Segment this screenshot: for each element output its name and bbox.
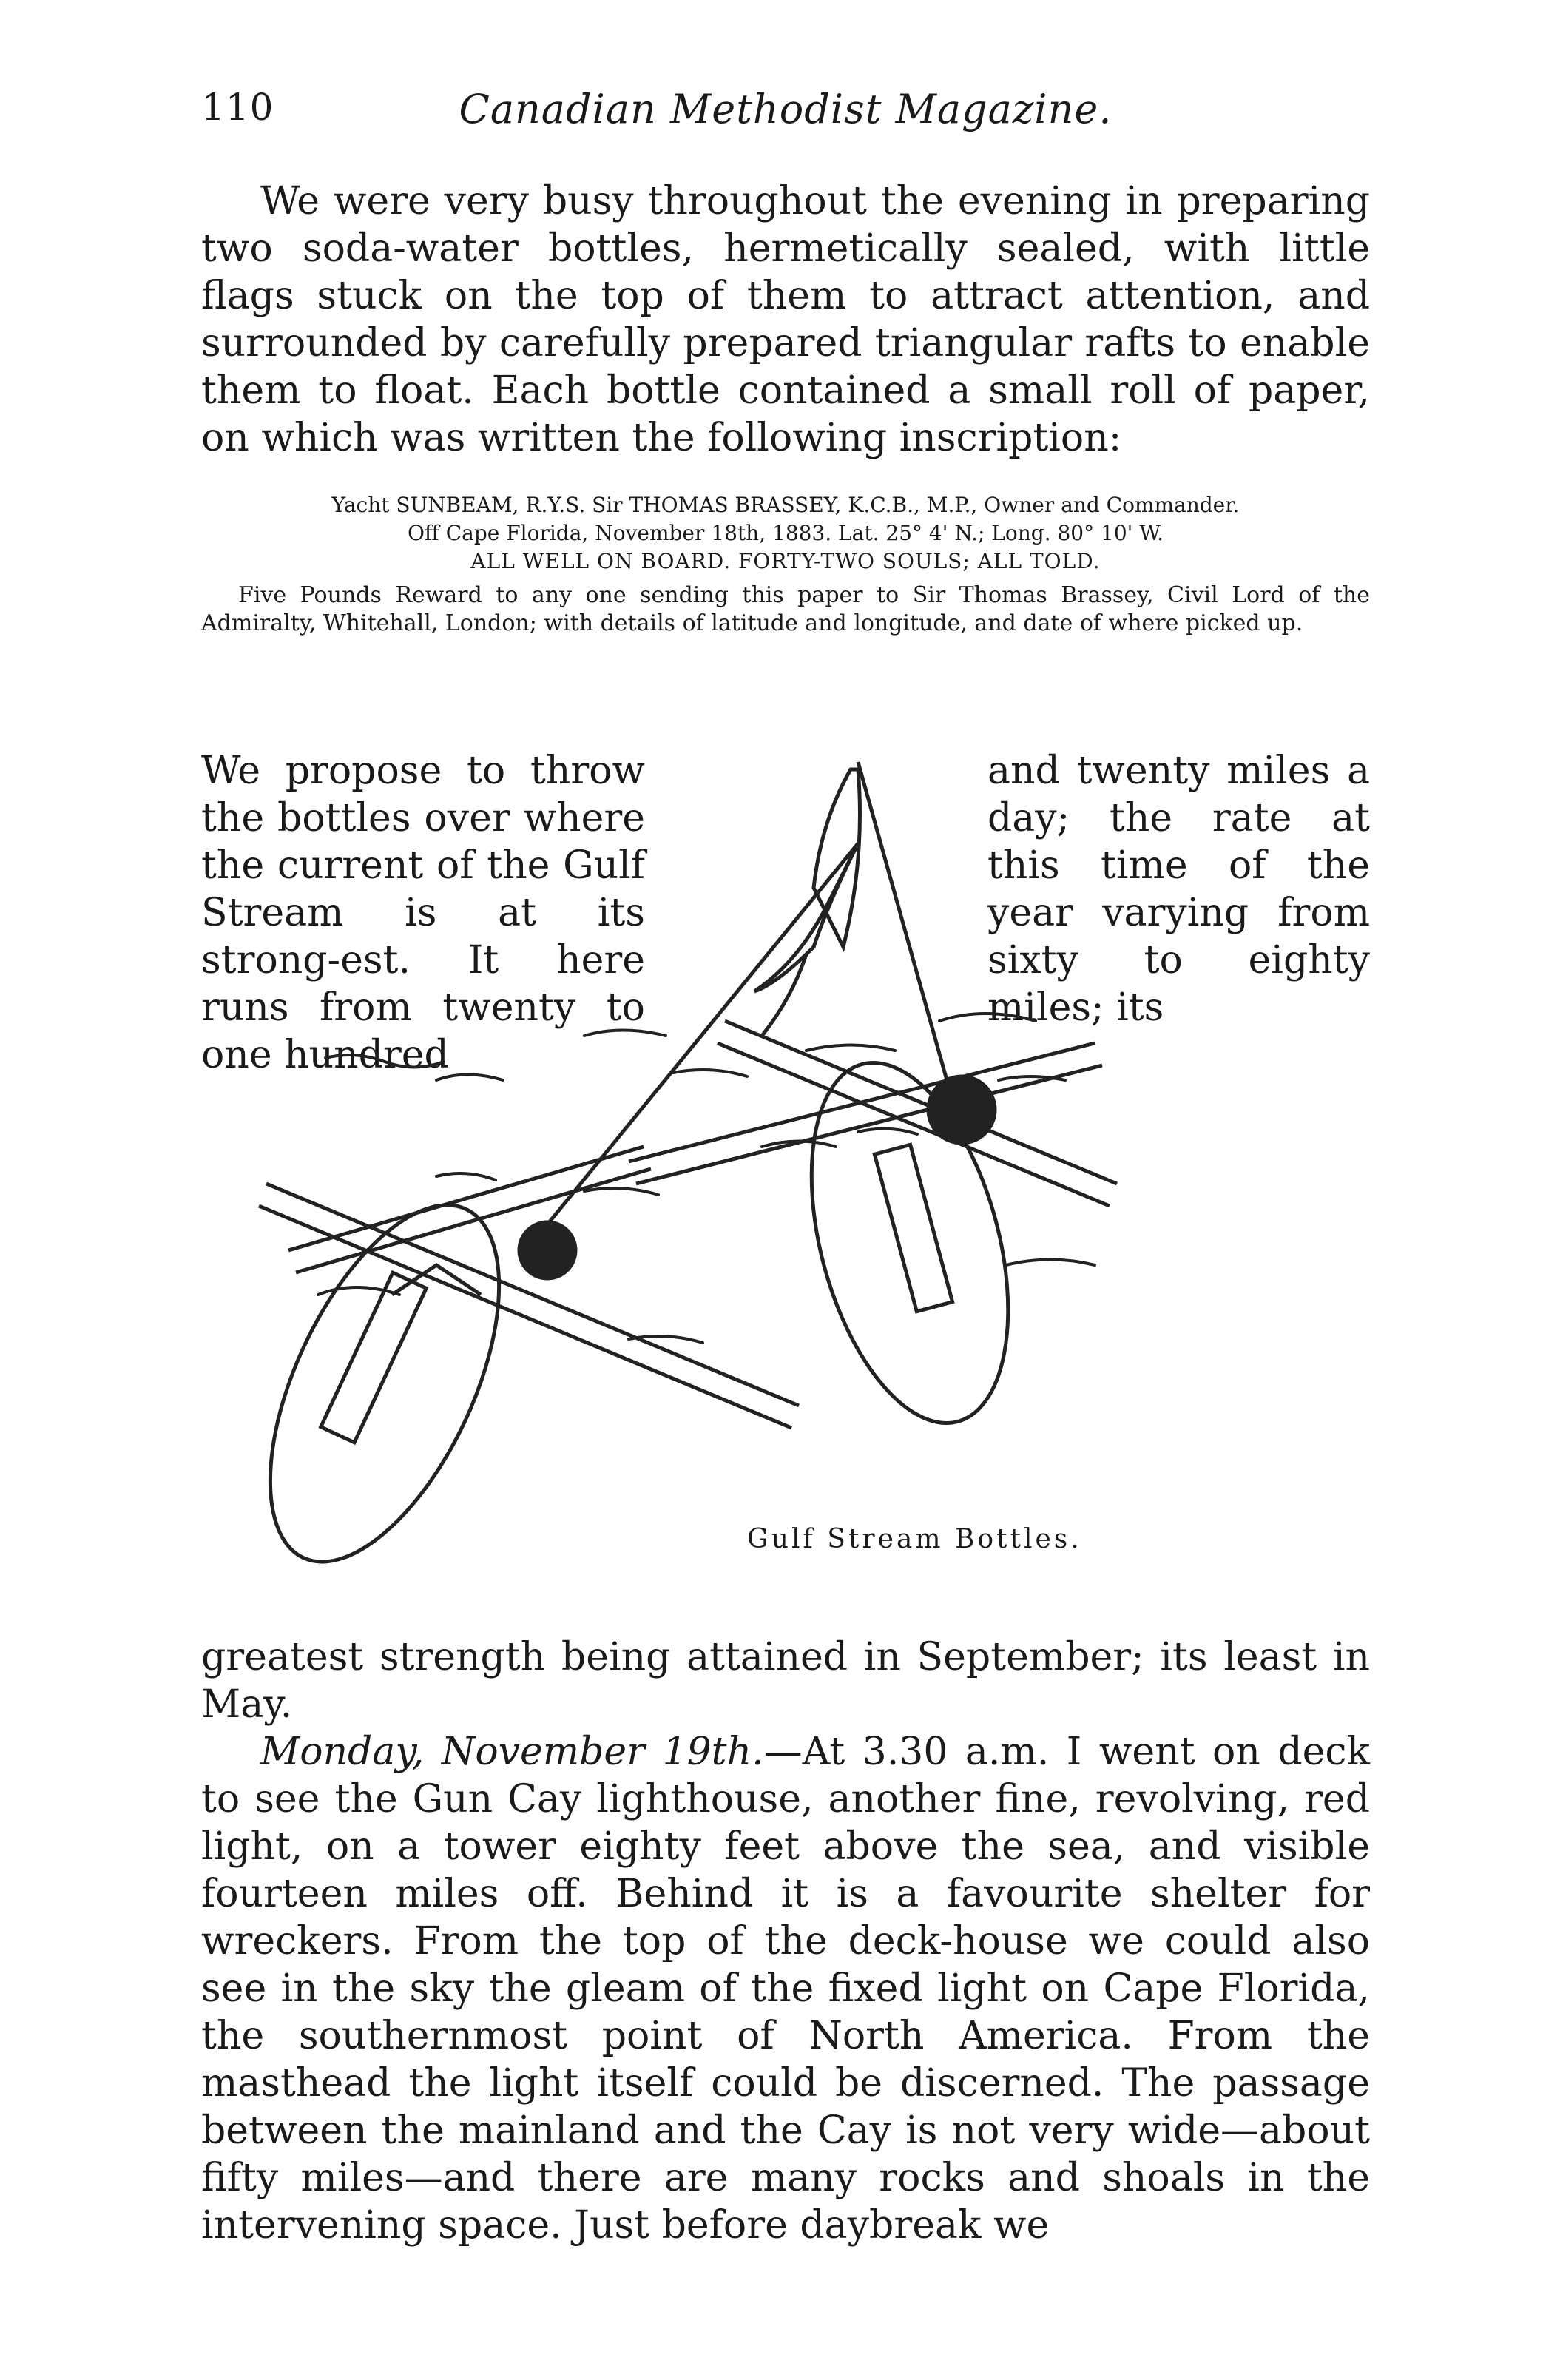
inscription-reward-notice: Five Pounds Reward to any one sending this paper to Sir Thomas Brassey, Civil Lord of the Admiralty, Whitehall, London; with details of latitude and longitude, and date of where picked up. bbox=[201, 582, 1370, 636]
diary-date: Monday, November 19th. bbox=[260, 1730, 764, 1774]
inscription-line-position: Off Cape Florida, November 18th, 1883. Lat. 25° 4' N.; Long. 80° 10' W. bbox=[407, 521, 1164, 545]
illustration-caption: Gulf Stream Bottles. bbox=[747, 1524, 1082, 1554]
left-bottle bbox=[244, 843, 858, 1595]
bottles-engraving bbox=[244, 732, 1413, 1642]
text-column-right: and twenty miles a day; the rate at this time of the year varying from sixty to eighty miles; its bbox=[987, 749, 1370, 1030]
inscription-line-all-well: ALL WELL ON BOARD. FORTY-TWO SOULS; ALL TOLD. bbox=[470, 549, 1101, 573]
running-title: Canadian Methodist Magazine. bbox=[459, 86, 1112, 132]
diary-entry-text: —At 3.30 a.m. I went on deck to see the Gun Cay lighthouse, another fine, revolving, red light, on a tower eighty feet above the sea, and visible fourteen miles off. Behind it is a favourite shelter for wreckers. From the top of the deck-house we could also see in the sky the gleam of the fixed light on Cape Florida, the southernmost point of North America. From the masthead the light itself could be discerned. The passage between the mainland and the Cay is not very wide—about fifty miles—and there are many rocks and shoals in the intervening space. Just before daybreak we bbox=[201, 1730, 1371, 2248]
page-header bbox=[201, 86, 1370, 145]
paragraph-greatest-strength: greatest strength being attained in September; its least in May. bbox=[201, 1635, 1370, 1727]
text-column-left: We propose to throw the bottles over where the current of the Gulf Stream is at its strong-est. It here runs from twenty to one hundred bbox=[201, 749, 645, 1077]
bottle-inscription bbox=[201, 491, 1370, 638]
paragraph-monday bbox=[201, 1728, 1370, 2249]
gulf-stream-bottles-illustration bbox=[244, 732, 1413, 1642]
page-number: 110 bbox=[201, 86, 274, 129]
paragraph-bottles: We were very busy throughout the evening in preparing two soda-water bottles, hermetically sealed, with little flags stuck on the top of them to attract attention, and surrounded by carefully prepared triangular rafts to enable them to float. Each bottle contained a small roll of paper, on which was written the following inscription: bbox=[201, 179, 1370, 460]
inscription-line-yacht: Yacht SUNBEAM, R.Y.S. Sir THOMAS BRASSEY, K.C.B., M.P., Owner and Commander. bbox=[331, 493, 1240, 517]
